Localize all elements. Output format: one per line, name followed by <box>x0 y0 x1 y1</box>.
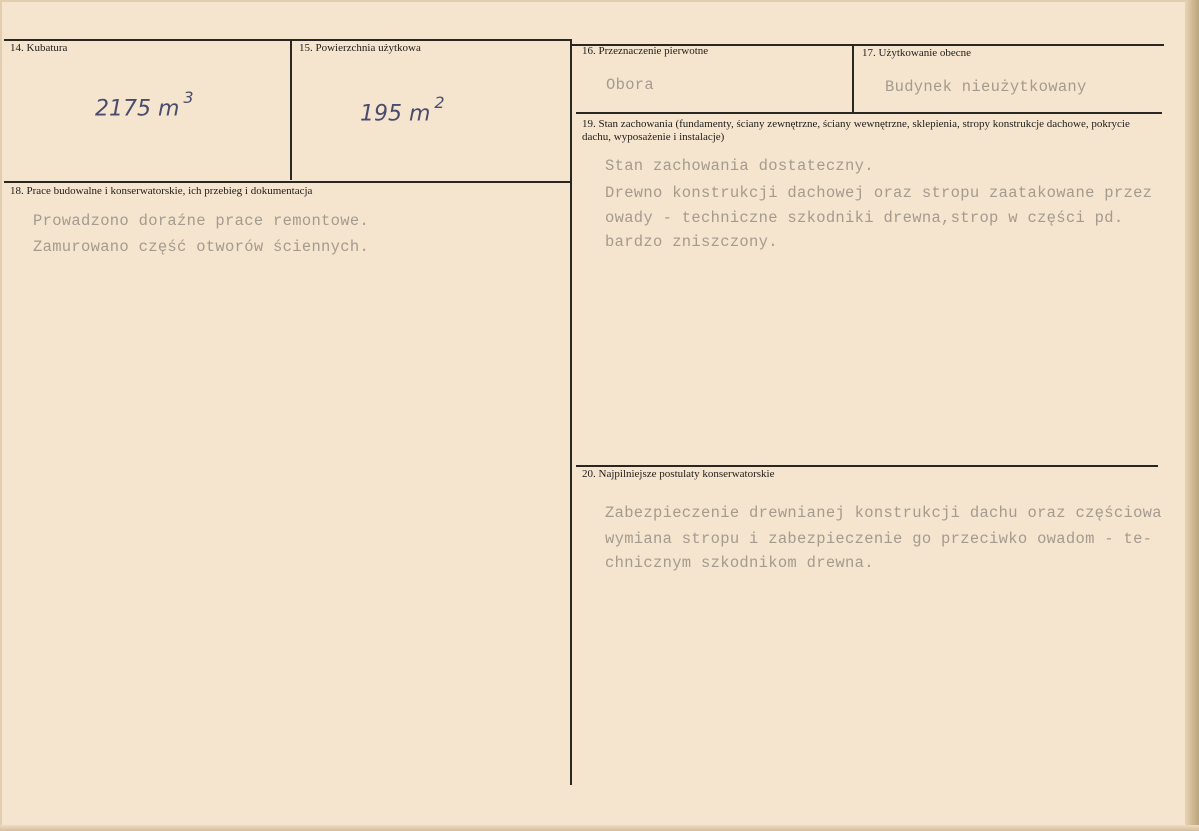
field-19-line-3: owady - techniczne szkodniki drewna,strop w części pd. <box>605 209 1124 227</box>
field-19-line-1: Stan zachowania dostateczny. <box>605 157 874 175</box>
field-16-label: 16. Przeznaczenie pierwotne <box>582 45 709 57</box>
rule-below-14-15 <box>4 181 572 183</box>
field-14-value <box>95 88 194 122</box>
field-15-value <box>360 93 445 127</box>
field-18-label: 18. Prace budowalne i konserwatorskie, ich przebieg i dokumentacja <box>10 185 313 197</box>
field-20-line-1: Zabezpieczenie drewnianej konstrukcji dachu oraz częściowa <box>605 504 1162 522</box>
field-14-exponent: 3 <box>183 88 194 107</box>
divider-14-15 <box>290 40 292 180</box>
field-17-value: Budynek nieużytkowany <box>885 78 1087 96</box>
field-19-label: 19. Stan zachowania (fundamenty, ściany zewnętrzne, ściany wewnętrzne, sklepienia, stropy konstrukcje dachowe, pokrycie dachu, wyposażenie i instalacje) <box>582 118 1130 143</box>
field-19-line-2: Drewno konstrukcji dachowej oraz stropu zaatakowane przez <box>605 184 1153 202</box>
card-bottom-edge <box>0 825 1199 831</box>
rule-below-16-17 <box>576 112 1162 114</box>
field-20-line-2: wymiana stropu i zabezpieczenie go przeciwko owadom - te- <box>605 530 1153 548</box>
divider-16-17 <box>852 45 854 112</box>
field-18-line-1: Prowadzono doraźne prace remontowe. <box>33 212 370 230</box>
field-19-line-4: bardzo zniszczony. <box>605 233 778 251</box>
card-right-edge <box>1185 0 1199 831</box>
field-14-number: 2175 m <box>95 96 180 122</box>
field-20-line-3: chnicznym szkodnikom drewna. <box>605 554 874 572</box>
field-15-number: 195 m <box>360 101 431 127</box>
top-rule-left <box>4 39 572 41</box>
field-18-line-2: Zamurowano część otworów ściennych. <box>33 238 370 256</box>
center-divider <box>570 40 572 785</box>
field-17-label: 17. Użytkowanie obecne <box>862 47 972 59</box>
field-15-exponent: 2 <box>434 93 445 112</box>
field-20-label: 20. Najpilniejsze postulaty konserwatorskie <box>582 468 775 480</box>
rule-above-20 <box>576 465 1158 467</box>
field-15-label: 15. Powierzchnia użytkowa <box>299 42 421 54</box>
field-16-value: Obora <box>606 76 655 94</box>
field-14-label: 14. Kubatura <box>10 42 68 54</box>
